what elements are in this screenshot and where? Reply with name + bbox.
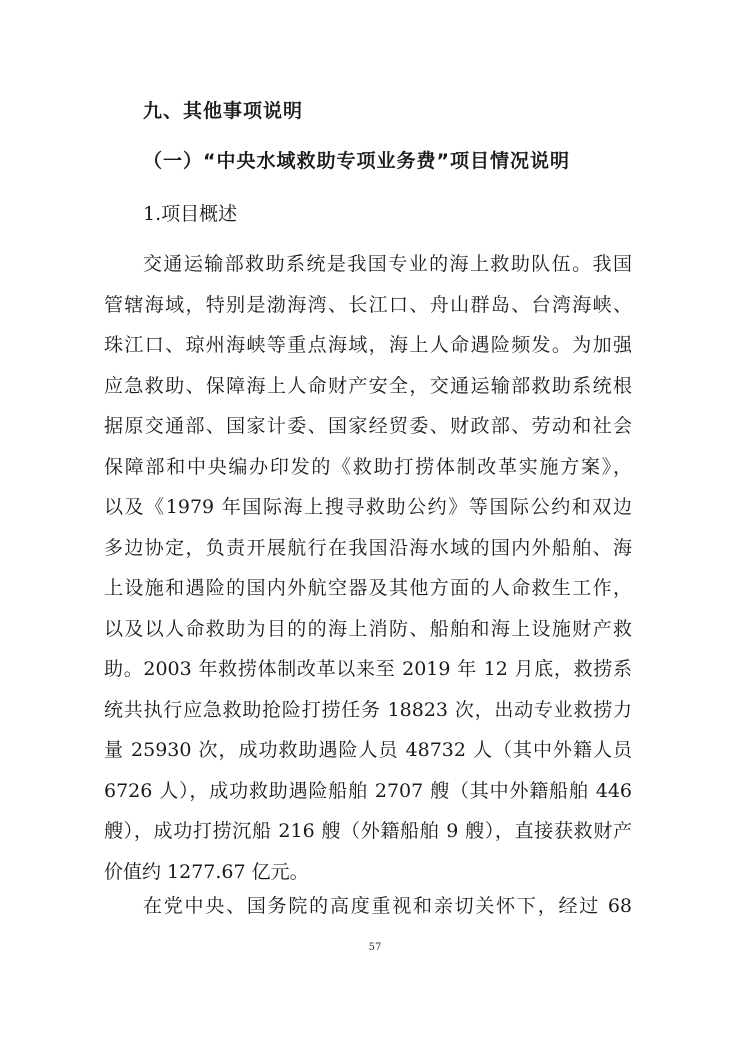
paragraph-line: 以及以人命救助为目的的海上消防、船舶和海上设施财产救 — [104, 617, 632, 640]
paragraph-line: 助。2003 年救捞体制改革以来至 2019 年 12 月底，救捞系 — [104, 658, 632, 680]
paragraph-line: 保障部和中央编办印发的《救助打捞体制改革实施方案》， — [104, 455, 632, 478]
paragraph-line: 6726 人），成功救助遇险船舶 2707 艘（其中外籍船舶 446 — [104, 779, 632, 802]
paragraph-project-overview — [104, 244, 632, 892]
section-heading: 九、其他事项说明 — [143, 100, 304, 122]
paragraph-line: 管辖海域，特别是渤海湾、长江口、舟山群岛、台湾海峡、 — [104, 293, 632, 316]
paragraph-line: 统共执行应急救助抢险打捞任务 18823 次，出动专业救捞力 — [104, 698, 632, 721]
paragraph-line: 多边协定，负责开展航行在我国沿海水域的国内外船舶、海 — [104, 536, 632, 559]
paragraph-line: 应急救助、保障海上人命财产安全，交通运输部救助系统根 — [104, 374, 632, 397]
paragraph-line: 在党中央、国务院的高度重视和亲切关怀下，经过 68 — [143, 895, 632, 917]
paragraph-line: 量 25930 次，成功救助遇险人员 48732 人（其中外籍人员 — [104, 739, 632, 761]
paragraph-line: 珠江口、琼州海峡等重点海域，海上人命遇险频发。为加强 — [104, 334, 632, 356]
paragraph-continuation — [104, 886, 632, 927]
page-number: 57 — [368, 942, 382, 953]
paragraph-line: 交通运输部救助系统是我国专业的海上救助队伍。我国 — [143, 253, 632, 275]
subsection-heading: （一）“中央水域救助专项业务费”项目情况说明 — [143, 150, 570, 172]
paragraph-line: 价值约 1277.67 亿元。 — [104, 860, 309, 883]
paragraph-line: 据原交通部、国家计委、国家经贸委、财政部、劳动和社会 — [104, 415, 632, 437]
paragraph-line: 上设施和遇险的国内外航空器及其他方面的人命救生工作， — [104, 577, 632, 599]
paragraph-line: 艘），成功打捞沉船 216 艘（外籍船舶 9 艘），直接获救财产 — [104, 820, 632, 842]
item-heading: 1.项目概述 — [143, 203, 238, 225]
paragraph-line: 以及《1979 年国际海上搜寻救助公约》等国际公约和双边 — [104, 496, 632, 518]
